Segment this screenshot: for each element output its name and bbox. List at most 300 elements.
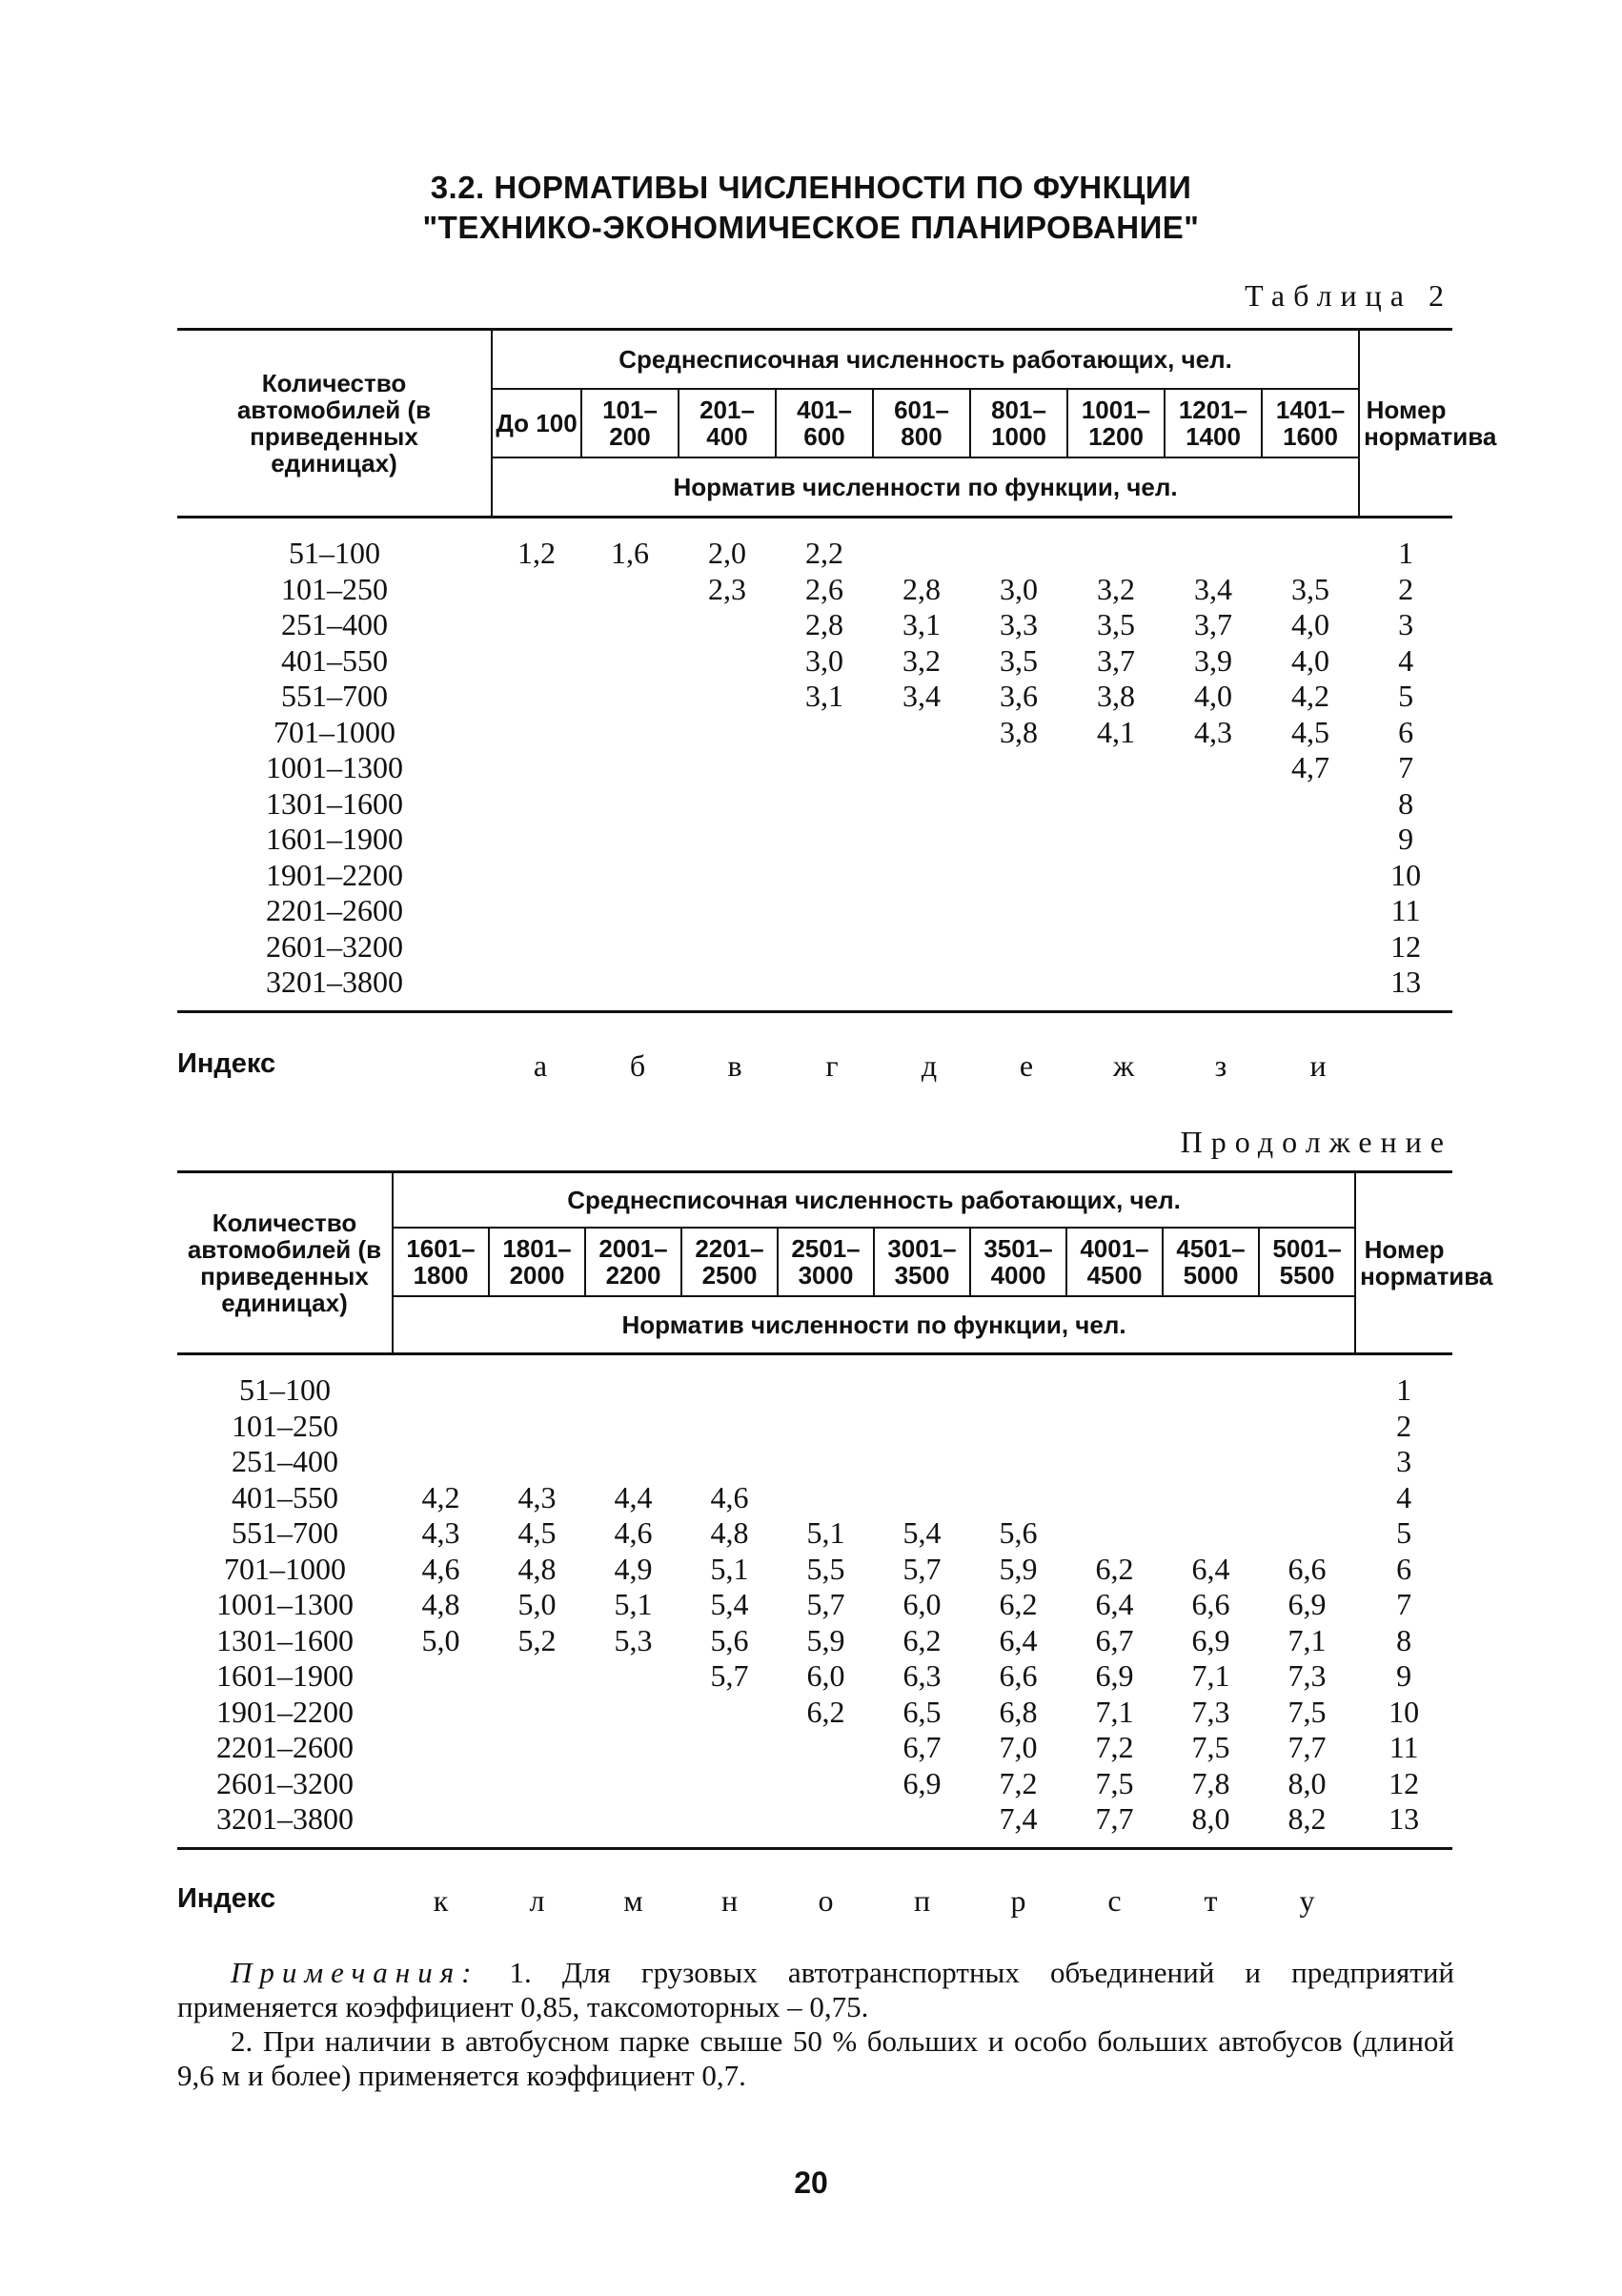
value-cell [581, 965, 679, 1011]
value-cell: 3,4 [902, 679, 941, 713]
column-header: 801–1000 [970, 389, 1067, 457]
range-cell: 1301–1600 [266, 785, 403, 821]
header-vehicle-count: Количество автомобилей (в приведенных единицах) [177, 330, 492, 518]
value-cell: 6,7 [902, 1730, 942, 1764]
value-cell [970, 518, 1067, 572]
column-header: До 100 [492, 389, 581, 457]
table-row [177, 1730, 1452, 1766]
value-cell: 7,2 [999, 1765, 1038, 1800]
value-cell: 6,6 [999, 1658, 1038, 1693]
norm-number-cell: 3 [1398, 607, 1414, 641]
value-cell [1066, 1444, 1163, 1480]
value-cell [393, 1658, 489, 1695]
value-cell: 4,0 [1291, 607, 1330, 641]
table1-body [177, 518, 1452, 1012]
column-header: 601–800 [873, 389, 970, 457]
value-cell [681, 1409, 778, 1445]
value-cell: 3,3 [1000, 607, 1038, 641]
table-row [177, 1587, 1452, 1623]
index-letter: м [623, 1883, 643, 1918]
index-letter: к [433, 1883, 449, 1918]
range-cell: 51–100 [239, 1372, 331, 1407]
header-norm-value: Норматив численности по функции, чел. [393, 1296, 1355, 1354]
value-cell [1262, 858, 1359, 894]
range-cell: 51–100 [289, 536, 380, 570]
value-cell [585, 1695, 681, 1731]
table-row [177, 786, 1452, 823]
index-label: Индекс [177, 1883, 276, 1914]
norm-number-cell: 2 [1396, 1408, 1412, 1443]
value-cell [1067, 786, 1165, 823]
value-cell: 4,2 [421, 1479, 460, 1514]
value-cell [585, 1444, 681, 1480]
value-cell [581, 858, 679, 894]
value-cell [681, 1444, 778, 1480]
table-row [177, 607, 1452, 643]
value-cell: 3,7 [1194, 607, 1232, 641]
range-cell: 2201–2600 [216, 1730, 354, 1764]
table-row [177, 929, 1452, 965]
value-cell: 6,9 [1287, 1587, 1327, 1621]
value-cell [492, 679, 581, 715]
value-cell: 7,3 [1191, 1694, 1230, 1729]
value-cell: 4,8 [421, 1587, 460, 1621]
value-cell: 3,7 [1097, 642, 1135, 678]
index-letter: з [1214, 1048, 1227, 1083]
value-cell: 3,2 [1097, 571, 1135, 606]
value-cell: 8,0 [1287, 1765, 1327, 1800]
index-letter: о [818, 1883, 834, 1918]
range-cell: 3201–3800 [177, 965, 492, 1011]
index-letter: ж [1112, 1048, 1135, 1083]
table-row [177, 893, 1452, 929]
range-cell: 701–1000 [274, 714, 395, 749]
value-cell [1067, 929, 1165, 965]
norm-number-cell: 6 [1398, 714, 1414, 749]
value-cell [1259, 1444, 1355, 1480]
value-cell [776, 858, 873, 894]
norm-number-cell: 13 [1359, 965, 1452, 1011]
norm-number-cell: 11 [1390, 893, 1421, 927]
value-cell: 3,9 [1194, 642, 1232, 678]
range-cell: 2601–3200 [216, 1765, 354, 1800]
column-header: 3501–4000 [970, 1228, 1066, 1296]
value-cell: 4,0 [1194, 679, 1232, 713]
value-cell: 7,0 [999, 1730, 1038, 1764]
norm-number-cell: 11 [1389, 1730, 1419, 1764]
index-letter: п [913, 1883, 931, 1918]
norm-number-cell: 4 [1396, 1479, 1412, 1514]
value-cell [970, 893, 1067, 929]
value-cell [585, 1766, 681, 1802]
table-row [177, 822, 1452, 858]
value-cell [874, 1801, 970, 1848]
norm-number-cell: 5 [1398, 679, 1414, 713]
range-cell: 1001–1300 [216, 1587, 354, 1621]
value-cell: 7,5 [1287, 1694, 1327, 1729]
column-header: 3001–3500 [874, 1228, 970, 1296]
value-cell [581, 929, 679, 965]
value-cell: 7,1 [1287, 1622, 1327, 1657]
range-cell: 1601–1900 [216, 1658, 354, 1693]
value-cell: 5,9 [999, 1551, 1038, 1586]
table-row [177, 1695, 1452, 1731]
value-cell [874, 1354, 970, 1409]
value-cell: 6,2 [806, 1694, 845, 1729]
value-cell [581, 572, 679, 608]
range-cell: 101–250 [281, 571, 388, 606]
value-cell [970, 1409, 1066, 1445]
norm-number-cell: 9 [1396, 1658, 1412, 1693]
norm-number-cell: 4 [1398, 642, 1414, 678]
value-cell [489, 1658, 585, 1695]
value-cell [393, 1801, 489, 1848]
value-cell [873, 750, 970, 786]
value-cell [1165, 858, 1262, 894]
header-avg-headcount: Среднесписочная численность работающих, чел. [492, 330, 1359, 390]
value-cell [776, 929, 873, 965]
value-cell: 5,1 [614, 1587, 653, 1621]
value-cell [873, 822, 970, 858]
value-cell: 4,3 [1194, 714, 1232, 749]
value-cell [970, 750, 1067, 786]
value-cell: 7,4 [970, 1801, 1066, 1848]
value-cell [874, 1409, 970, 1445]
value-cell [585, 1409, 681, 1445]
note-2: 2. При наличии в автобусном парке свыше 50 % больших и особо больших автобусов (длиной 9,6 м и более) применяется коэффициент 0,7. [177, 2024, 1454, 2092]
norm-number-cell: 7 [1398, 750, 1414, 784]
value-cell: 2,0 [708, 536, 746, 570]
column-header: 1801–2000 [489, 1228, 585, 1296]
value-cell: 5,6 [999, 1515, 1038, 1550]
value-cell [1262, 929, 1359, 965]
value-cell [581, 643, 679, 680]
value-cell [970, 1354, 1066, 1409]
norm-number-cell: 8 [1398, 785, 1414, 821]
value-cell: 7,5 [1095, 1765, 1134, 1800]
value-cell [1163, 1409, 1259, 1445]
value-cell [489, 1766, 585, 1802]
value-cell: 6,8 [999, 1694, 1038, 1729]
value-cell: 7,3 [1287, 1658, 1327, 1693]
norm-number-cell: 9 [1398, 822, 1414, 856]
value-cell [1067, 518, 1165, 572]
value-cell [581, 679, 679, 715]
value-cell [873, 893, 970, 929]
value-cell [679, 607, 776, 643]
value-cell: 3,5 [1000, 642, 1038, 678]
section-title-line2: "ТЕХНИКО-ЭКОНОМИЧЕСКОЕ ПЛАНИРОВАНИЕ" [422, 210, 1200, 245]
value-cell: 3,0 [805, 642, 843, 678]
value-cell: 1,2 [517, 536, 556, 570]
value-cell: 5,9 [806, 1622, 845, 1657]
value-cell: 5,7 [902, 1551, 942, 1586]
table-row [177, 715, 1452, 751]
table-row [177, 965, 1452, 1011]
norm-number-cell: 13 [1355, 1801, 1452, 1848]
value-cell [581, 715, 679, 751]
value-cell: 7,7 [1066, 1801, 1163, 1848]
range-cell: 251–400 [232, 1444, 338, 1478]
index-letter: е [1019, 1048, 1034, 1083]
value-cell [1163, 1444, 1259, 1480]
norm-number-cell: 5 [1396, 1515, 1412, 1550]
column-header: 4001–4500 [1066, 1228, 1163, 1296]
value-cell: 5,4 [902, 1515, 942, 1550]
value-cell [393, 1695, 489, 1731]
value-cell: 3,5 [1097, 607, 1135, 641]
norm-number-cell: 2 [1398, 571, 1414, 606]
value-cell [585, 1801, 681, 1848]
norm-number-cell: 1 [1398, 536, 1414, 570]
value-cell: 3,2 [902, 642, 941, 678]
table-row [177, 1623, 1452, 1659]
value-cell [1262, 822, 1359, 858]
value-cell [489, 1801, 585, 1848]
range-cell: 401–550 [232, 1479, 338, 1514]
value-cell [776, 893, 873, 929]
value-cell [776, 715, 873, 751]
range-cell: 1001–1300 [266, 750, 403, 784]
table-row [177, 1354, 1452, 1409]
value-cell [679, 893, 776, 929]
value-cell [681, 1801, 778, 1848]
value-cell: 4,2 [1291, 679, 1330, 713]
value-cell [874, 1444, 970, 1480]
value-cell [679, 965, 776, 1011]
value-cell [679, 858, 776, 894]
column-header: 1401–1600 [1262, 389, 1359, 457]
value-cell [778, 1409, 874, 1445]
value-cell: 3,8 [1097, 679, 1135, 713]
value-cell: 7,5 [1191, 1730, 1230, 1764]
value-cell: 6,5 [902, 1694, 942, 1729]
value-cell [778, 1801, 874, 1848]
index-letter: б [629, 1048, 646, 1083]
value-cell: 4,9 [614, 1551, 653, 1586]
value-cell [1262, 786, 1359, 823]
index-letter: л [529, 1883, 545, 1918]
value-cell: 6,6 [1287, 1551, 1327, 1586]
value-cell: 3,5 [1291, 571, 1330, 606]
value-cell [1067, 858, 1165, 894]
table2 [177, 1170, 1493, 1850]
value-cell [776, 786, 873, 823]
value-cell: 6,9 [1095, 1658, 1134, 1693]
value-cell: 7,1 [1095, 1694, 1134, 1729]
value-cell [1067, 965, 1165, 1011]
value-cell: 6,4 [999, 1622, 1038, 1657]
value-cell [873, 929, 970, 965]
value-cell [492, 965, 581, 1011]
table1 [177, 328, 1497, 1013]
value-cell [581, 750, 679, 786]
table-row [177, 750, 1452, 786]
table-row [177, 1444, 1452, 1480]
value-cell [1066, 1515, 1163, 1552]
header-vehicle-count: Количество автомобилей (в приведенных единицах) [177, 1172, 393, 1354]
column-header: 1201–1400 [1165, 389, 1262, 457]
table-row [177, 679, 1452, 715]
column-header: 2201–2500 [681, 1228, 778, 1296]
value-cell [874, 1480, 970, 1516]
value-cell: 6,2 [1095, 1551, 1134, 1586]
norm-number-cell: 10 [1390, 857, 1422, 892]
value-cell [492, 643, 581, 680]
value-cell: 5,3 [614, 1622, 653, 1657]
value-cell [393, 1730, 489, 1766]
value-cell: 3,1 [805, 679, 843, 713]
value-cell [1066, 1409, 1163, 1445]
value-cell: 6,9 [1191, 1622, 1230, 1657]
column-header: 401–600 [776, 389, 873, 457]
value-cell [970, 1444, 1066, 1480]
table-row [177, 1409, 1452, 1445]
value-cell: 5,1 [806, 1515, 845, 1550]
range-cell: 1601–1900 [266, 822, 403, 856]
value-cell [1067, 750, 1165, 786]
value-cell [679, 822, 776, 858]
value-cell [1259, 1480, 1355, 1516]
index-letter: т [1204, 1883, 1218, 1918]
value-cell [970, 858, 1067, 894]
value-cell: 4,8 [517, 1551, 557, 1586]
value-cell [681, 1354, 778, 1409]
value-cell: 2,6 [805, 571, 843, 606]
value-cell: 3,6 [1000, 679, 1038, 713]
value-cell [1262, 518, 1359, 572]
value-cell: 4,6 [421, 1551, 460, 1586]
value-cell [581, 822, 679, 858]
value-cell [1165, 750, 1262, 786]
value-cell: 7,7 [1287, 1730, 1327, 1764]
value-cell [1163, 1480, 1259, 1516]
header-norm-number: Номер норматива [1355, 1172, 1452, 1354]
page-number: 20 [794, 2165, 828, 2200]
range-cell: 551–700 [281, 679, 388, 713]
value-cell: 4,3 [517, 1479, 557, 1514]
value-cell [1165, 929, 1262, 965]
table-row [177, 1480, 1452, 1516]
value-cell [1163, 1515, 1259, 1552]
value-cell [778, 1444, 874, 1480]
norm-number-cell: 12 [1389, 1765, 1420, 1800]
value-cell [776, 822, 873, 858]
range-cell: 1301–1600 [216, 1622, 354, 1657]
value-cell: 7,8 [1191, 1765, 1230, 1800]
table-row [177, 1801, 1452, 1848]
value-cell: 6,4 [1191, 1551, 1230, 1586]
table-row [177, 518, 1452, 572]
value-cell: 3,1 [902, 607, 941, 641]
index-letter: р [1010, 1883, 1026, 1918]
table-row [177, 572, 1452, 608]
value-cell [1067, 893, 1165, 929]
value-cell [970, 965, 1067, 1011]
value-cell [581, 786, 679, 823]
value-cell [1165, 893, 1262, 929]
value-cell [1165, 822, 1262, 858]
range-cell: 251–400 [281, 607, 388, 641]
value-cell [393, 1354, 489, 1409]
value-cell: 2,8 [805, 607, 843, 641]
header-avg-headcount: Среднесписочная численность работающих, чел. [393, 1172, 1355, 1229]
value-cell [873, 965, 970, 1011]
table-row [177, 643, 1452, 680]
column-header: 2001–2200 [585, 1228, 681, 1296]
table2-body [177, 1354, 1452, 1849]
value-cell [970, 1480, 1066, 1516]
value-cell [778, 1766, 874, 1802]
value-cell [679, 750, 776, 786]
value-cell [489, 1444, 585, 1480]
index-letter: н [720, 1883, 739, 1918]
value-cell: 8,2 [1259, 1801, 1355, 1848]
value-cell: 4,7 [1291, 750, 1330, 784]
value-cell: 5,6 [710, 1622, 749, 1657]
value-cell [776, 965, 873, 1011]
value-cell [873, 786, 970, 823]
value-cell: 3,8 [1000, 714, 1038, 749]
notes [177, 1956, 1454, 2093]
value-cell: 1,6 [611, 536, 649, 570]
value-cell: 4,1 [1097, 714, 1135, 749]
value-cell [970, 786, 1067, 823]
column-header: 1001–1200 [1067, 389, 1165, 457]
norm-number-cell: 6 [1396, 1551, 1412, 1586]
value-cell [492, 572, 581, 608]
value-cell [1066, 1480, 1163, 1516]
table-row [177, 1515, 1452, 1552]
value-cell [1067, 822, 1165, 858]
value-cell [970, 822, 1067, 858]
value-cell: 4,8 [710, 1515, 749, 1550]
value-cell [1066, 1354, 1163, 1409]
header-norm-value: Норматив численности по функции, чел. [492, 457, 1359, 518]
value-cell [1259, 1354, 1355, 1409]
value-cell [492, 715, 581, 751]
column-header: 2501–3000 [778, 1228, 874, 1296]
column-header: 5001–5500 [1259, 1228, 1355, 1296]
value-cell: 3,0 [1000, 571, 1038, 606]
value-cell [492, 822, 581, 858]
value-cell: 5,7 [806, 1587, 845, 1621]
column-header: 4501–5000 [1163, 1228, 1259, 1296]
value-cell: 4,6 [614, 1515, 653, 1550]
value-cell [778, 1354, 874, 1409]
table-row [177, 1766, 1452, 1802]
value-cell [585, 1354, 681, 1409]
value-cell [1259, 1515, 1355, 1552]
value-cell: 5,0 [421, 1622, 460, 1657]
value-cell [1259, 1409, 1355, 1445]
value-cell [679, 786, 776, 823]
value-cell [778, 1480, 874, 1516]
range-cell: 1901–2200 [216, 1694, 354, 1729]
table1-label: Таблица 2 [1245, 278, 1452, 313]
index-letter: д [921, 1048, 938, 1083]
value-cell: 4,5 [517, 1515, 557, 1550]
value-cell: 5,7 [710, 1658, 749, 1693]
value-cell [778, 1730, 874, 1766]
value-cell [585, 1658, 681, 1695]
index-letter: с [1107, 1883, 1122, 1918]
value-cell: 6,7 [1095, 1622, 1134, 1657]
range-cell: 1901–2200 [266, 857, 403, 892]
value-cell: 6,0 [902, 1587, 942, 1621]
value-cell: 5,0 [517, 1587, 557, 1621]
value-cell [776, 750, 873, 786]
